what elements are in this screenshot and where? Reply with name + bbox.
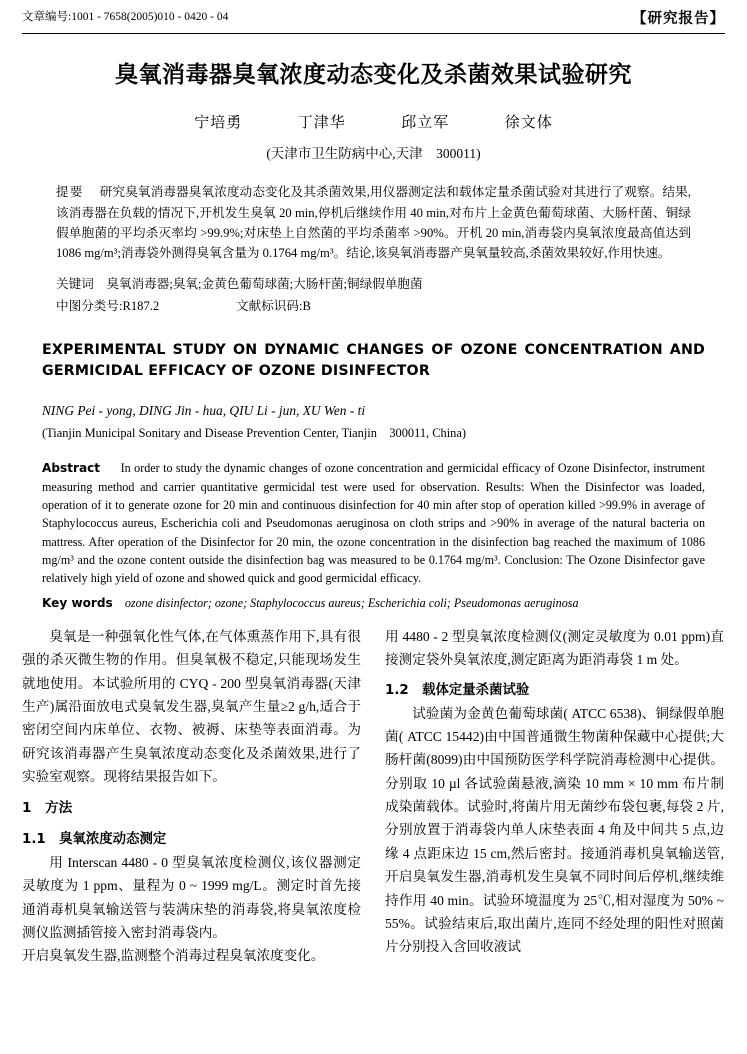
keywords-text-english: ozone disinfector; ozone; Staphylococcus aureus; Escherichia coli; Pseudomonas aeruginosa (124, 595, 579, 610)
paragraph-1-2: 试验菌为金黄色葡萄球菌( ATCC 6538)、铜绿假单胞菌( ATCC 15442)由中国普通微生物菌种保藏中心提供;大肠杆菌(8099)由中国预防医学科学院消毒检测中心提供。分别取 10 µl 各试验菌悬液,滴染 10 mm × 10 mm 布片制成染菌载体。试验时,将菌片用无菌纱布袋包裹,每袋 2 片,分别放置于消毒袋内单人床垫表面 4 角及中间共 5 点,边缘 4 点距床边 15 cm,然后密封。接通消毒机臭氧输送管,开启臭氧发生器,消毒机发生臭氧不同时间后停机,继续维持作用 40 min。试验环境温度为 25℃,相对湿度为 50% ~ 55%。试验结束后,取出菌片,连同不经处理的阳性对照菌片分别投入含回收液试 (385, 705, 724, 955)
paragraph-1-1-a: 用 Interscan 4480 - 0 型臭氧浓度检测仪,该仪器测定灵敏度为 1 ppm、量程为 0 ~ 1999 mg/L。测定时首先接通消毒机臭氧输送管与装满床垫的消毒袋,将臭氧浓度检测仪监测插管接入密封消毒袋内。 (22, 854, 361, 940)
classification-row (56, 296, 691, 316)
section-heading-methods: 1 方法 (22, 800, 73, 817)
page-title: 臭氧消毒器臭氧浓度动态变化及杀菌效果试验研究 (115, 62, 632, 89)
paragraph-1-1-b: 开启臭氧发生器,监测整个消毒过程臭氧浓度变化。 (22, 948, 325, 964)
document-id: 文献标识码:B (236, 298, 311, 313)
author-name: 邱立军 (401, 115, 450, 132)
keywords-text: 臭氧消毒器;臭氧;金黄色葡萄球菌;大肠杆菌;铜绿假单胞菌 (106, 276, 423, 291)
article-number: 文章编号:1001 - 7658(2005)010 - 0420 - 04 (22, 11, 229, 23)
keywords-label-english: Key words (42, 595, 113, 610)
keywords-label: 关键词 (56, 276, 94, 291)
author-list (22, 111, 725, 132)
article-category-badge: 【研究报告】 (632, 11, 725, 27)
abstract-label: 提要 (56, 185, 84, 200)
clc-number: 中图分类号:R187.2 (56, 298, 160, 313)
author-name: 徐文体 (504, 115, 553, 132)
subsection-heading-1-2: 1.2 载体定量杀菌试验 (385, 682, 530, 698)
header-divider (22, 33, 725, 34)
abstract-text-english: In order to study the dynamic changes of ozone concentration and germicidal efficacy of Ozone Disinfector, instrument measuring method and carrier quantitative germicidal test were used for observation. Results: When the Disinfector was loaded, operation of it to generate ozone for 20 min and continuous disinfection for 40 min after stop of operation killed >99.9% in average of Staphylococcus aureus, Escherichia coli and Pseudomonas aeruginosa on cloth strips and >90% in average of the natural bacteria on mattress. After operation of the Disinfector for 20 min, the ozone concentration in the disinfection bag reached the maximum of 1086 mg/m³ and the ozone content outside the disinfection bag was measured to be 0.1764 mg/m³. Conclusion: The Ozone Disinfector gave relatively high yield of ozone and showed quick and good germicidal efficacy. (42, 461, 705, 586)
keywords-english (42, 596, 705, 611)
body-columns (22, 625, 725, 968)
keywords-chinese (56, 274, 691, 294)
author-name: 宁培勇 (194, 115, 243, 132)
affiliation-english: (Tianjin Municipal Sonitary and Disease Prevention Center, Tianjin 300011, China) (42, 426, 466, 441)
paragraph-introduction: 臭氧是一种强氧化性气体,在气体熏蒸作用下,具有很强的杀灭微生物的作用。但臭氧极不稳定,只能现场发生就地使用。本试验所用的 CYQ - 200 型臭氧消毒器(天津生产)属沿面放电式臭氧发生器,臭氧产生量≥2 g/h,适合于密闭空间内床单位、衣物、被褥、床垫等表面消毒。为研究该消毒器产生臭氧浓度动态变化及杀菌效果,进行了实验室观察。现将结果报告如下。 (22, 628, 361, 785)
abstract-text: 研究臭氧消毒器臭氧浓度动态变化及其杀菌效果,用仪器测定法和载体定量杀菌试验对其进行了观察。结果,该消毒器在负载的情况下,开机发生臭氧 20 min,停机后继续作用 40 min,对布片上金黄色葡萄球菌、大肠杆菌、铜绿假单胞菌的平均杀灭率均 >99.9%;对床垫上自然菌的平均杀菌率 >90%。开机 20 min,消毒袋内臭氧浓度最高值达到 1086 mg/m³;消毒袋外测得臭氧含量为 0.1764 mg/m³。结论,该臭氧消毒器产臭氧量较高,杀菌效果较好,作用快速。 (56, 185, 692, 261)
body-column-right (385, 625, 724, 968)
body-column-left (22, 625, 361, 968)
page-header (22, 10, 725, 28)
abstract-chinese (56, 182, 691, 264)
affiliation: (天津市卫生防病中心,天津 300011) (266, 146, 481, 162)
abstract-english (42, 459, 705, 588)
paragraph-right-top: 用 4480 - 2 型臭氧浓度检测仪(测定灵敏度为 0.01 ppm)直接测定袋外臭氧浓度,测定距离为距消毒袋 1 m 处。 (385, 628, 724, 668)
abstract-label-english: Abstract (42, 461, 101, 476)
subsection-heading-1-1: 1.1 臭氧浓度动态测定 (22, 831, 167, 847)
author-list-english: NING Pei - yong, DING Jin - hua, QIU Li - jun, XU Wen - ti (42, 403, 366, 419)
author-name: 丁津华 (297, 115, 346, 132)
title-english: EXPERIMENTAL STUDY ON DYNAMIC CHANGES OF OZONE CONCENTRATION AND GERMICIDAL EFFICACY OF OZONE DISINFECTOR (42, 341, 705, 379)
